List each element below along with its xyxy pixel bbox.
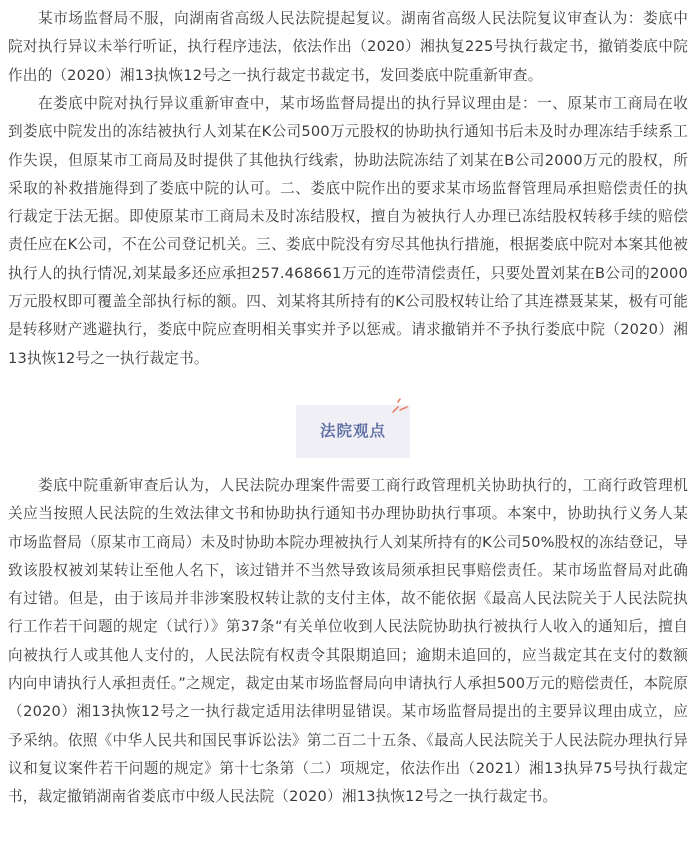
section-heading-label: 法院观点 (319, 422, 386, 440)
paragraph-objection-reasons: 在娄底中院对执行异议重新审查中，某市场监督局提出的执行异议理由是：一、原某市工商局在收到娄底中院发出的冻结被执行人刘某在K公司500万元股权的协助执行通知书后未及时办理冻结手续系工作失误，但原某市工商局及时提供了其他执行线索，协助法院冻结了刘某在B公司2000万元的股权，所采取的补救措施得到了娄底中院的认可。二、娄底中院作出的要求某市场监督管理局承担赔偿责任的执行裁定于法无据。即使原某市工商局未及时冻结股权，擅自为被执行人办理已冻结股权转移手续的赔偿责任应在K公司，不在公司登记机关。三、娄底中院没有穷尽其他执行措施，根据娄底中院对本案其他被执行人的执行情况,刘某最多还应承担257.468661万元的连带清偿责任，只要处置刘某在B公司的2000万元股权即可覆盖全部执行标的额。四、刘某将其所持有的K公司股权转让给了其连襟聂某某，极有可能是转移财产逃避执行，娄底中院应查明相关事实并予以惩戒。请求撤销并不予执行娄底中院（2020）湘13执恢12号之一执行裁定书。 (8, 95, 688, 367)
paragraph-reconsideration: 某市场监督局不服，向湖南省高级人民法院提起复议。湖南省高级人民法院复议审查认为：娄底中院对执行异议未举行听证，执行程序违法，依法作出（2020）湘执复225号执行裁定书，撤销娄底中院作出的（2020）湘13执恢12号之一执行裁定书裁定书，发回娄底中院重新审查。 (8, 10, 688, 84)
paragraph-court-opinion: 娄底中院重新审查后认为，人民法院办理案件需要工商行政管理机关协助执行的，工商行政管理机关应当按照人民法院的生效法律文书和协助执行通知书办理协助执行事项。本案中，协助执行义务人某市场监督局（原某市工商局）未及时协助本院办理被执行人刘某所持有的K公司50%股权的冻结登记，导致该股权被刘某转让至他人名下，该过错并不当然导致该局须承担民事赔偿责任。某市场监督局对此确有过错。但是，由于该局并非涉案股权转让款的支付主体，故不能依据《最高人民法院关于人民法院执行工作若干问题的规定（试行）》第37条“有关单位收到人民法院协助执行被执行人收入的通知后，擅自向被执行人或其他人支付的，人民法院有权责令其限期追回；逾期未追回的，应当裁定其在支付的数额内向申请执行人承担责任。”之规定，裁定由某市场监督局向申请执行人承担500万元的赔偿责任，本院原（2020）湘13执恢12号之一执行裁定适用法律明显错误。某市场监督局提出的主要异议理由成立，应予采纳。依照《中华人民共和国民事诉讼法》第二百二十五条、《最高人民法院关于人民法院办理执行异议和复议案件若干问题的规定》第十七条第（二）项规定，依法作出（2021）湘13执异75号执行裁定书，裁定撤销湖南省娄底市中级人民法院（2020）湘13执恢12号之一执行裁定书。 (8, 477, 688, 806)
spark-lines-icon (390, 398, 410, 414)
